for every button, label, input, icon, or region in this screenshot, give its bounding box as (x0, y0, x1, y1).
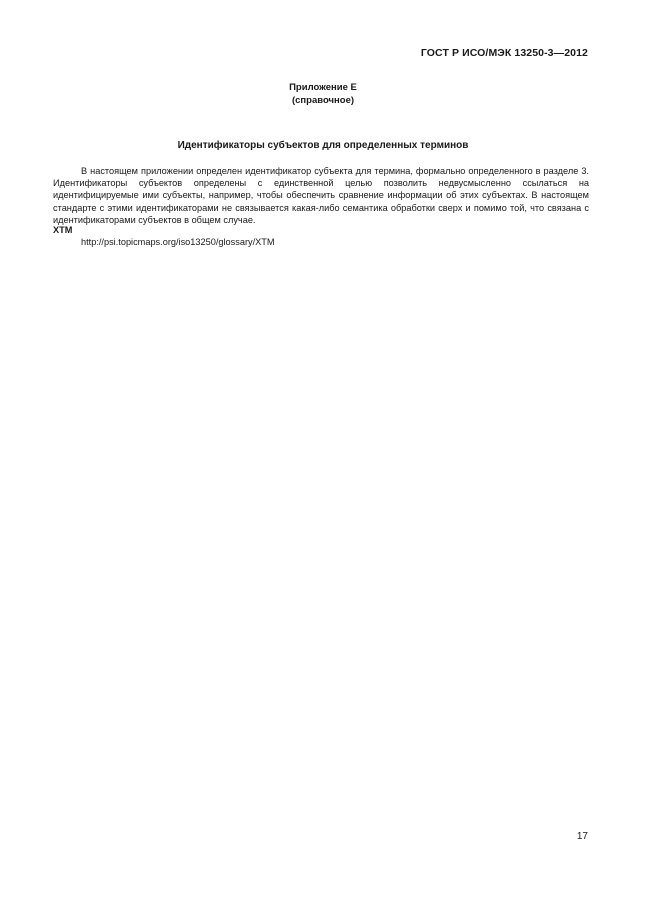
annex-title: Приложение E (289, 82, 357, 93)
term-label: XTM (53, 225, 73, 235)
annex-status: (справочное) (291, 95, 355, 106)
document-code: ГОСТ Р ИСО/МЭК 13250-3—2012 (420, 47, 588, 59)
annex-heading (0, 81, 646, 107)
page-number: 17 (576, 831, 588, 842)
body-paragraph: В настоящем приложении определен идентификатор субъекта для термина, формально определенного в разделе 3. Идентификаторы субъектов определены с единственной целью позволить недвусмысленно ссылаться на идентифицируемые ими субъекты, например, чтобы обеспечить сравнение информации об этих субъектах. В настоящем стандарте с этими идентификаторами не связывается какая-либо семантика обработки сверх и помимо той, что связана с идентификаторами субъектов в общем случае. (53, 166, 589, 225)
term-identifier-url: http://psi.topicmaps.org/iso13250/glossary/XTM (81, 237, 275, 247)
section-title: Идентификаторы субъектов для определенных терминов (177, 140, 469, 151)
